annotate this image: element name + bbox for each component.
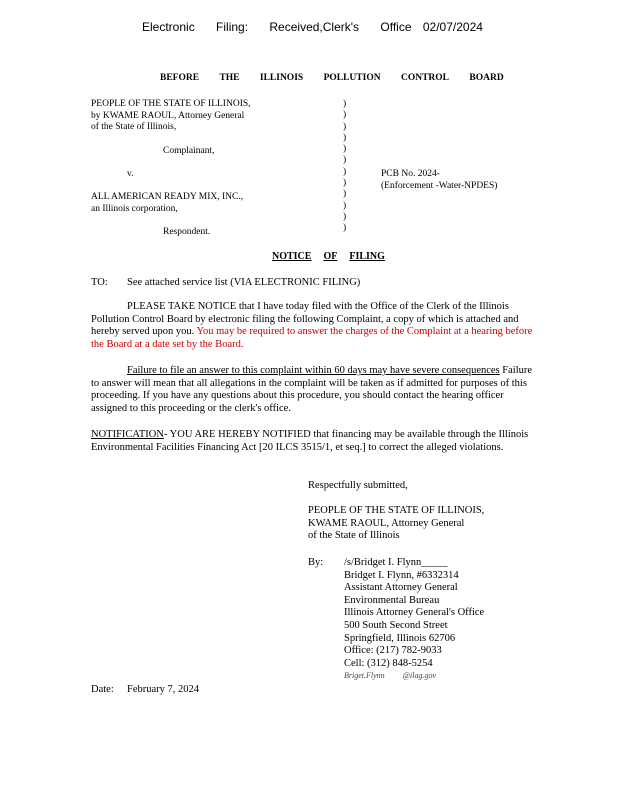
signer-address1: 500 South Second Street [344,619,448,631]
board-title-word: POLLUTION [323,73,381,83]
to-text: See attached service list (VIA ELECTRONIC FILING) [127,277,361,288]
signer-title: Assistant Attorney General [344,582,458,594]
signer-office: Illinois Attorney General's Office [344,607,485,619]
notice-paragraph-text: PLEASE TAKE NOTICE that I have today filed with the Office of the Clerk of the Illinois Pollution Control Board by electronic filing the following Complaint, a copy of which is attached and hereby served upon you. [91,301,519,337]
notice-of-filing-title [272,251,399,262]
date-label: Date: [91,684,114,695]
board-title-word: BEFORE [160,73,200,83]
failure-paragraph [91,365,539,415]
board-title-word: THE [219,73,240,83]
paren: ) [343,121,347,132]
case-number-block [381,168,497,192]
notice-paragraph [91,301,539,351]
failure-warning-underlined: Failure to file an answer to this complaint within 60 days may have severe consequences [127,365,500,376]
complainant-line2: by KWAME RAOUL, Attorney General [91,110,245,121]
board-title-word: CONTROL [400,73,449,83]
notice-title-word: NOTICE [272,251,312,262]
paren: ) [343,132,347,143]
filing-stamp-header [142,20,483,34]
paren: ) [343,155,347,166]
complainant-block [91,99,251,134]
complainant-role: Complainant, [163,146,215,156]
notice-title-word: FILING [349,251,385,262]
signature-block [308,505,484,543]
answer-warning-text: You may be required to answer the charges of the Complaint at a hearing before the Board at a date set by the Board. [91,326,533,350]
notification-text: - YOU ARE HEREBY NOTIFIED that financing may be available through the Illinois Environmental Facilities Financing Act [20 ILCS 3515/1, et seq.] to correct the alleged violations. [91,429,529,453]
complainant-line1: PEOPLE OF THE STATE OF ILLINOIS, [91,99,251,109]
closing: Respectfully submitted, [308,480,408,491]
case-type: (Enforcement -Water-NPDES) [381,181,498,191]
signer-cell-phone: Cell: (312) 848-5254 [344,657,433,669]
signer-email [344,670,484,683]
signer-office-phone: Office: (217) 782-9033 [344,645,442,657]
signature-blank: _____ [421,557,448,568]
board-title [160,73,504,83]
signature-line2: KWAME RAOUL, Attorney General [308,517,465,529]
email-user: Briget.Flynn [344,671,385,681]
respondent-role: Respondent. [163,227,211,237]
board-title-word: ILLINOIS [259,73,304,83]
signer-name: Bridget I. Flynn, #6332314 [344,569,459,581]
case-number: PCB No. 2024- [381,169,440,179]
complainant-line3: of the State of Illinois, [91,122,177,132]
signature-line1: PEOPLE OF THE STATE OF ILLINOIS, [308,505,485,516]
signer-address2: Springfield, Illinois 62706 [344,632,456,644]
by-label: By: [308,557,324,568]
paren: ) [343,166,347,177]
header-date: 02/07/2024 [422,20,483,34]
paren: ) [343,110,347,121]
paren: ) [343,178,347,189]
paren: ) [343,144,347,155]
email-domain: @ilag.gov [402,671,437,681]
header-electronic: Electronic [142,20,195,34]
failure-paragraph-text: Failure to answer will mean that all allegations in the complaint will be taken as if admitted for purposes of this proceeding. If you have any questions about this procedure, you should contact the hearing officer assigned to this proceeding or the clerk's office. [91,365,533,414]
signer-block [344,557,484,683]
notification-paragraph [91,429,539,454]
date-value: February 7, 2024 [127,684,200,695]
paren: ) [343,211,347,222]
signer-bureau: Environmental Bureau [344,594,440,606]
notice-title-word: OF [323,251,338,262]
notification-label: NOTIFICATION [91,429,164,440]
header-filing: Filing: [216,20,249,34]
to-label: TO: [91,277,108,288]
header-received: Received,Clerk's [269,20,360,34]
respondent-block [91,192,243,215]
header-office: Office [380,20,412,34]
caption-parentheses [343,99,346,235]
respondent-line2: an Illinois corporation, [91,203,178,214]
board-title-word: BOARD [469,73,504,83]
signature-line3: of the State of Illinois [308,530,400,541]
paren: ) [343,223,347,234]
versus: v. [127,169,134,179]
electronic-signature: /s/Bridget I. Flynn [344,557,422,568]
paren: ) [343,200,347,211]
paren: ) [343,189,347,200]
paren: ) [343,99,347,109]
respondent-line1: ALL AMERICAN READY MIX, INC., [91,192,244,202]
